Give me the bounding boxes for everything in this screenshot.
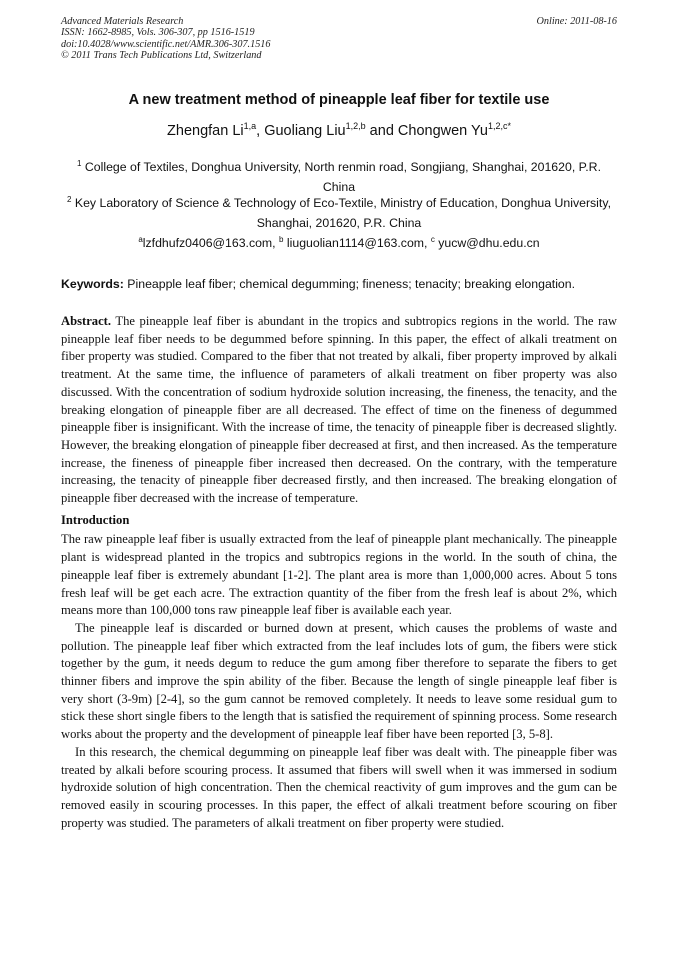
- author-name: Guoliang Liu: [264, 123, 346, 139]
- paper-title: A new treatment method of pineapple leaf fiber for textile use: [128, 92, 550, 108]
- email-address: yucw@dhu.edu.cn: [434, 236, 540, 250]
- author-list: [0, 121, 678, 141]
- email-mark: b: [279, 235, 284, 244]
- abstract-text: The pineapple leaf fiber is abundant in the tropics and subtropics regions in the world. The raw pineapple leaf fiber needs to be degummed before spinning. In this paper, the effect of alkali treatment on fiber property was studied. Compared to the fiber that not treated by alkali, fiber property improved by alkali treatment. At the same time, the influence of parameters of alkali treatment on fiber property was also discussed. With the concentration of sodium hydroxide solution increasing, the fineness, the tenacity, and the breaking elongation of pineapple fiber are all decreased. The effect of time on the fineness of degummed pineapple fiber is insignificant. With the increase of time, the tenacity of pineapple fiber is decreased slightly. However, the breaking elongation of pineapple fiber decreased at first, and then increased. As the temperature increase, the fineness of pineapple fiber increased then decreased. On the contrary, with the temperature increasing, the tenacity of pineapple fiber decreased firstly, and then increased. The breaking elongation of pineapple fiber decreased with the increase of temperature.: [61, 314, 617, 506]
- affiliation-2: [61, 194, 617, 233]
- affiliation-text: Key Laboratory of Science & Technology of Eco-Textile, Ministry of Education, Donghua University, Shanghai, 201620, P.R. China: [71, 196, 611, 230]
- keywords-label: Keywords:: [61, 277, 124, 291]
- keywords-text: Pineapple leaf fiber; chemical degumming; fineness; tenacity; breaking elongation.: [123, 277, 576, 291]
- paragraph: The raw pineapple leaf fiber is usually extracted from the leaf of pineapple plant mechanically. The pineapple plant is widespread planted in the tropics and subtropics regions in the world. In the south of china, the pineapple leaf fiber is extremely abundant [1-2]. The plant area is more than 1,000,000 acres. About 5 tons fresh leaf will be get each acre. The extraction quantity of the fiber from the fresh leaf is about 2%, which means more than 100,000 tons raw pineapple leaf fiber is available each year.: [61, 532, 617, 618]
- author-affil-mark: 1,2,c*: [487, 121, 511, 131]
- journal-header: [61, 16, 617, 62]
- author-affil-mark: 1,a: [243, 121, 257, 131]
- affiliation-mark: 2: [67, 195, 72, 204]
- email-list: [61, 234, 617, 252]
- paper-body: [61, 313, 617, 832]
- author-separator: ,: [256, 123, 265, 139]
- issn-line: ISSN: 1662-8985, Vols. 306-307, pp 1516-1519: [61, 27, 255, 39]
- affiliation-mark: 1: [77, 159, 82, 168]
- paragraph: In this research, the chemical degumming on pineapple leaf fiber was dealt with. The pineapple fiber was treated by alkali before scouring process. It assumed that fibers will swell when it was immersed in sodium hydroxide solution of high concentration. Then the chemical reactivity of gum improves and the gum can be removed easily in scouring processes. In this paper, the effect of alkali treatment before scouring on fiber property was studied. The parameters of alkali treatment on fiber property were studied.: [61, 744, 617, 830]
- author-affil-mark: 1,2,b: [345, 121, 366, 131]
- abstract: [61, 313, 617, 508]
- keywords: [61, 275, 617, 293]
- paragraph: The pineapple leaf is discarded or burned down at present, which causes the problems of waste and pollution. The pineapple leaf fiber which extracted from the leaf includes lots of gum, the fibers were stick together by the gum, it needs degum to reduce the gum among fiber therefore to separate the fibers to get thinner fibers and improve the spin ability of the fiber. Because the length of single pineapple leaf fiber is very short (3-9m) [2-4], so the gum cannot be removed completely. It needs to leave some residual gum to stick these short single fibers to the length that is satisfied the requirement of spinning process. Some research works about the property and the development of pineapple leaf fiber have been reported [3, 5-8].: [61, 620, 617, 742]
- author-name: Chongwen Yu: [397, 123, 488, 139]
- affiliation-text: College of Textiles, Donghua University, North renmin road, Songjiang, Shanghai, 201620, P.R. China: [81, 160, 601, 194]
- author-name: Zhengfan Li: [167, 123, 244, 139]
- section-heading-introduction: Introduction: [61, 512, 130, 527]
- author-separator: and: [365, 123, 398, 139]
- abstract-label: Abstract.: [61, 314, 112, 328]
- email-mark: a: [138, 235, 143, 244]
- affiliation-1: [61, 158, 617, 197]
- doi-line: doi:10.4028/www.scientific.net/AMR.306-307.1516: [61, 38, 271, 50]
- email-address: lzfdhufz0406@163.com,: [142, 236, 280, 250]
- email-mark: c: [430, 235, 435, 244]
- journal-name: Advanced Materials Research: [61, 16, 184, 27]
- copyright-line: © 2011 Trans Tech Publications Ltd, Switzerland: [61, 50, 262, 62]
- online-date: Online: 2011-08-16: [536, 16, 617, 27]
- email-address: liuguolian1114@163.com,: [283, 236, 431, 250]
